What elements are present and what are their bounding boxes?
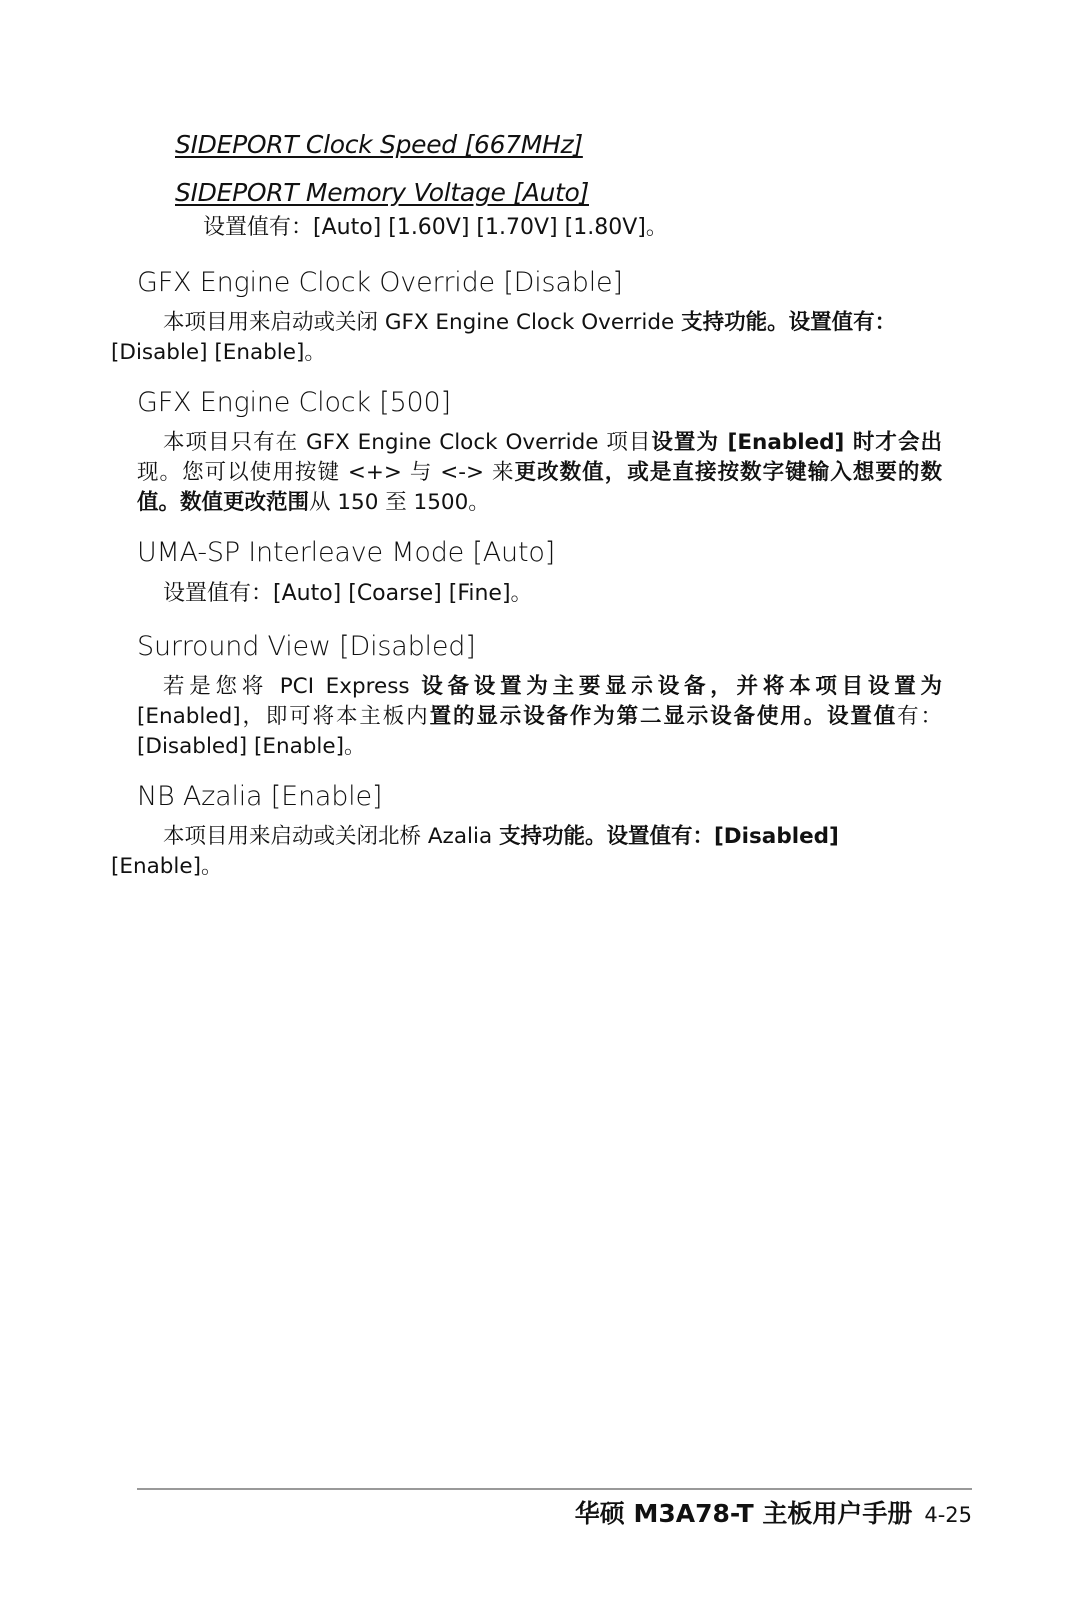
surround-view-description: [137, 672, 942, 762]
surround-view-heading: Surround View [Disabled]: [137, 631, 476, 662]
page-footer: [575, 1494, 972, 1530]
surround-text-e: 有：[Disabled] [Enable]。: [137, 704, 942, 759]
sideport-clock-speed-heading: SIDEPORT Clock Speed [667MHz]: [175, 130, 583, 159]
surround-text-b: 设备设置为主要显示设备，并将本项目设置为: [421, 674, 942, 699]
uma-sp-interleave-mode-heading: UMA-SP Interleave Mode [Auto]: [137, 537, 555, 568]
gfx-clock-text-e: 从 150 至 1500。: [309, 490, 490, 515]
nb-azalia-description: [111, 822, 942, 882]
footer-page-number: 4-25: [924, 1503, 972, 1527]
footer-divider: [137, 1488, 972, 1490]
nb-azalia-heading: NB Azalia [Enable]: [137, 781, 383, 812]
footer-manual-title: 华硕 M3A78-T 主板用户手册: [574, 1499, 913, 1528]
gfx-engine-clock-override-heading: GFX Engine Clock Override [Disable]: [137, 267, 623, 298]
gfx-clock-text-a: 本项目只有在 GFX Engine Clock Override 项目: [163, 430, 652, 455]
sideport-memory-voltage-values: 设置值有：[Auto] [1.60V] [1.70V] [1.80V]。: [203, 215, 668, 240]
gfx-override-text-a: 本项目用来启动或关闭 GFX Engine Clock Override: [163, 310, 682, 335]
gfx-engine-clock-override-description: [111, 308, 942, 368]
gfx-engine-clock-heading: GFX Engine Clock [500]: [137, 387, 451, 418]
gfx-clock-text-c: 现。您可以使用按键 <+> 与 <-> 来: [137, 460, 515, 485]
surround-text-d: 置的显示设备作为第二显示设备使用。设置值: [429, 704, 898, 729]
gfx-clock-text-b: 设置为 [Enabled] 时才会出: [651, 430, 942, 455]
azalia-text-b: 支持功能。设置值有：[Disabled]: [498, 824, 839, 849]
uma-sp-interleave-mode-values: 设置值有：[Auto] [Coarse] [Fine]。: [163, 581, 533, 606]
surround-text-a: 若是您将 PCI Express: [163, 674, 422, 699]
gfx-override-text-c: [Disable] [Enable]。: [111, 340, 326, 365]
page-content: [111, 128, 942, 898]
surround-text-c: [Enabled]，即可将本主板内: [137, 704, 430, 729]
azalia-text-c: [Enable]。: [111, 854, 223, 879]
gfx-engine-clock-description: [137, 428, 942, 518]
gfx-override-text-b: 支持功能。设置值有：: [681, 310, 897, 335]
sideport-memory-voltage-heading: SIDEPORT Memory Voltage [Auto]: [175, 178, 589, 207]
azalia-text-a: 本项目用来启动或关闭北桥 Azalia: [163, 824, 499, 849]
gfx-clock-text-d: 更改数值，或是直接按数字键输入想要的数值。数值更改范围: [137, 460, 942, 515]
